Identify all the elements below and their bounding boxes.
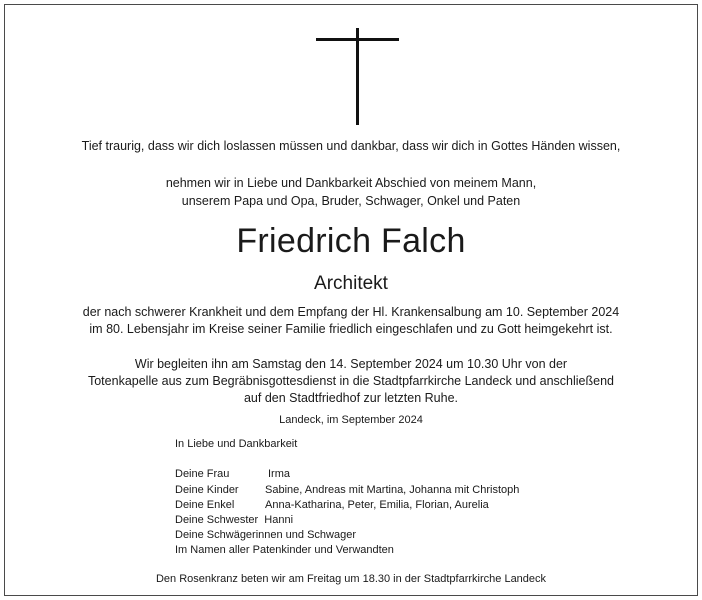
mourners-heading: In Liebe und Dankbarkeit	[175, 438, 298, 450]
mourner-names: Irma	[268, 468, 290, 480]
deceased-name: Friedrich Falch	[236, 222, 466, 260]
mourner-extra-line: Deine Schwägerinnen und Schwager	[175, 529, 357, 541]
funeral-line-1: Wir begleiten ihn am Samstag den 14. September 2024 um 10.30 Uhr von der	[134, 357, 568, 371]
place-date: Landeck, im September 2024	[279, 414, 423, 426]
passing-line-2: im 80. Lebensjahr im Kreise seiner Familie friedlich eingeschlafen und zu Gott heimgekehrt ist.	[89, 322, 613, 336]
mourner-names: Hanni	[264, 514, 294, 526]
mourner-extra-line: Im Namen aller Patenkinder und Verwandten	[175, 544, 394, 556]
mourner-row	[175, 484, 519, 496]
passing-line-1: der nach schwerer Krankheit und dem Empfang der Hl. Krankensalbung am 10. September 2024	[82, 305, 620, 319]
mourner-label: Deine Frau	[175, 468, 230, 480]
farewell-line-1: nehmen wir in Liebe und Dankbarkeit Abschied von meinem Mann,	[165, 176, 537, 190]
cross-icon-crossbar	[316, 38, 399, 41]
intro-text: Tief traurig, dass wir dich loslassen müssen und dankbar, dass wir dich in Gottes Händen wissen,	[81, 139, 621, 153]
rosary-note: Den Rosenkranz beten wir am Freitag um 18.30 in der Stadtpfarrkirche Landeck	[155, 573, 547, 585]
mourner-label: Deine Kinder	[175, 484, 239, 496]
funeral-line-3: auf den Stadtfriedhof zur letzten Ruhe.	[243, 391, 459, 405]
farewell-line-2: unserem Papa und Opa, Bruder, Schwager, Onkel und Paten	[181, 194, 521, 208]
mourner-row	[175, 468, 290, 480]
mourner-row	[175, 514, 293, 526]
deceased-title: Architekt	[314, 273, 388, 294]
mourner-row	[175, 499, 489, 511]
mourner-names: Sabine, Andreas mit Martina, Johanna mit Christoph	[265, 484, 520, 496]
funeral-line-2: Totenkapelle aus zum Begräbnisgottesdienst in die Stadtpfarrkirche Landeck und anschließend	[87, 374, 615, 388]
cross-icon	[356, 28, 359, 125]
mourner-label: Deine Schwester	[175, 514, 259, 526]
mourner-label: Deine Enkel	[175, 499, 235, 511]
mourner-names: Anna-Katharina, Peter, Emilia, Florian, Aurelia	[265, 499, 489, 511]
